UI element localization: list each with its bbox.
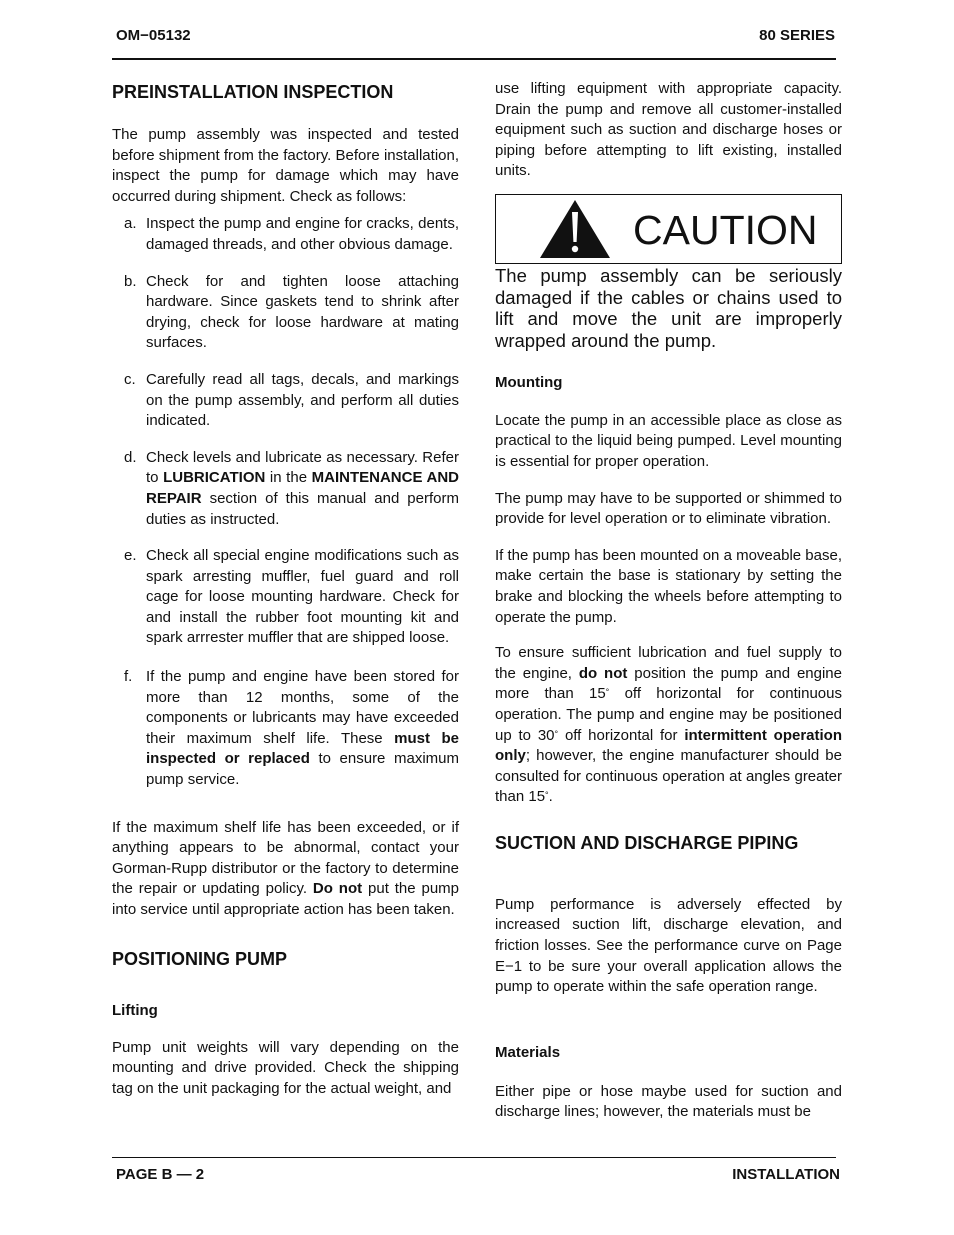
maintenance-reference: MAINTENANCE AND REPAIR <box>146 469 459 507</box>
mounting-paragraph-2: The pump may have to be supported or shimmed to provide for level operation or to eliminate vibration. <box>495 489 842 528</box>
list-item-text: Check all special engine modifications such as spark arresting muffler, fuel guard and roll cage for loose mounting hardware. Check for and install the rubber foot mounting kit and spark arrrester muffler that are shipped loose. <box>146 547 459 647</box>
list-item <box>112 546 459 649</box>
footer-rule <box>112 1157 836 1158</box>
header-rule <box>112 58 836 60</box>
degree-symbol: ° <box>605 687 610 698</box>
list-item-text: Inspect the pump and engine for cracks, dents, damaged threads, and other obvious damage. <box>146 215 459 253</box>
right-column <box>495 78 842 1123</box>
preinstallation-intro: The pump assembly was inspected and tested before shipment from the factory. Before installation, inspect the pump for damage which may have occurred during shipment. Check as follows: <box>112 126 459 205</box>
left-column <box>112 78 459 1099</box>
list-item-label: a. <box>124 215 137 233</box>
list-item-label: f. <box>124 668 133 686</box>
list-item <box>112 272 459 354</box>
suction-paragraph: Pump performance is adversely effected by increased suction lift, discharge elevation, and friction losses. See the performance curve on Page E−1 to be sure your overall application allows the pump to operate within the safe operation range. <box>495 895 842 996</box>
list-item <box>112 667 459 791</box>
shelf-life-paragraph: If the maximum shelf life has been exceeded, or if anything appears to be abnormal, contact your Gorman-Rupp distributor or the factory to determine the repair or updating policy. Do not put the pump into service until appropriate action has been taken. <box>112 818 459 918</box>
list-item-text: Check for and tighten loose attaching hardware. Since gaskets tend to shrink after drying, check for loose hardware at mating surfaces. <box>146 272 459 352</box>
lubrication-reference: LUBRICATION <box>163 469 266 487</box>
list-item-label: e. <box>124 547 137 565</box>
list-item <box>112 370 459 432</box>
lifting-paragraph: Pump unit weights will vary depending on the mounting and drive provided. Check the shipping tag on the unit packaging for the actual weight, and <box>112 1038 459 1097</box>
series-label: 80 SERIES <box>759 27 835 44</box>
degree-symbol: ° <box>554 728 559 739</box>
positioning-heading: POSITIONING PUMP <box>112 948 288 969</box>
degree-symbol: ° <box>545 790 549 801</box>
list-item-label: c. <box>124 370 136 388</box>
preinstallation-heading: PREINSTALLATION INSPECTION <box>112 82 394 102</box>
list-item-label: d. <box>124 448 137 466</box>
section-name: INSTALLATION <box>732 1166 840 1183</box>
list-item <box>112 214 459 255</box>
mounting-paragraph-4: To ensure sufficient lubrication and fuel supply to the engine, do not position the pump and engine more than 15° off horizontal for continuous operation. The pump and engine may be positioned up to 30° off horizontal for intermittent operation only; however, the engine manufacturer should be consulted for continuous operation at angles greater than 15°. <box>495 644 842 806</box>
list-item-text: Check levels and lubricate as necessary. Refer to LUBRICATION in the MAINTENANCE AND REPAIR section of this manual and perform duties as instructed. <box>146 448 459 528</box>
mounting-paragraph-3: If the pump has been mounted on a moveable base, make certain the base is stationary by setting the brake and blocking the wheels before attempting to operate the pump. <box>495 546 842 626</box>
lifting-continued-paragraph: use lifting equipment with appropriate capacity. Drain the pump and remove all customer-installed equipment such as suction and discharge hoses or piping before attempting to lift existing, installed units. <box>495 80 842 180</box>
caution-banner <box>495 194 842 264</box>
materials-heading: Materials <box>495 1043 561 1061</box>
list-item <box>112 448 459 530</box>
materials-paragraph: Either pipe or hose maybe used for suction and discharge lines; however, the materials must be <box>495 1082 842 1121</box>
page-number: PAGE B — 2 <box>116 1166 205 1183</box>
list-item-text: If the pump and engine have been stored for more than 12 months, some of the components or lubricants may have exceeded their maximum shelf life. These must be inspected or replaced to ensure maximum pump service. <box>146 668 460 789</box>
lifting-heading: Lifting <box>112 1001 158 1019</box>
warning-triangle-icon <box>538 198 612 260</box>
mounting-paragraph-1: Locate the pump in an accessible place as close as practical to the liquid being pumped. Level mounting is essential for proper operation. <box>495 411 842 470</box>
inspect-warning: must be inspected or replaced <box>146 729 460 768</box>
caution-message: The pump assembly can be seriously damaged if the cables or chains used to lift and move the unit are improperly wrapped around the pump. <box>495 264 842 352</box>
mounting-heading: Mounting <box>495 373 563 391</box>
document-id: OM−05132 <box>116 27 191 44</box>
suction-discharge-heading: SUCTION AND DISCHARGE PIPING <box>495 832 799 853</box>
caution-label: CAUTION <box>633 206 818 253</box>
list-item-text: Carefully read all tags, decals, and markings on the pump assembly, and perform all duties indicated. <box>146 370 459 430</box>
list-item-label: b. <box>124 272 137 290</box>
